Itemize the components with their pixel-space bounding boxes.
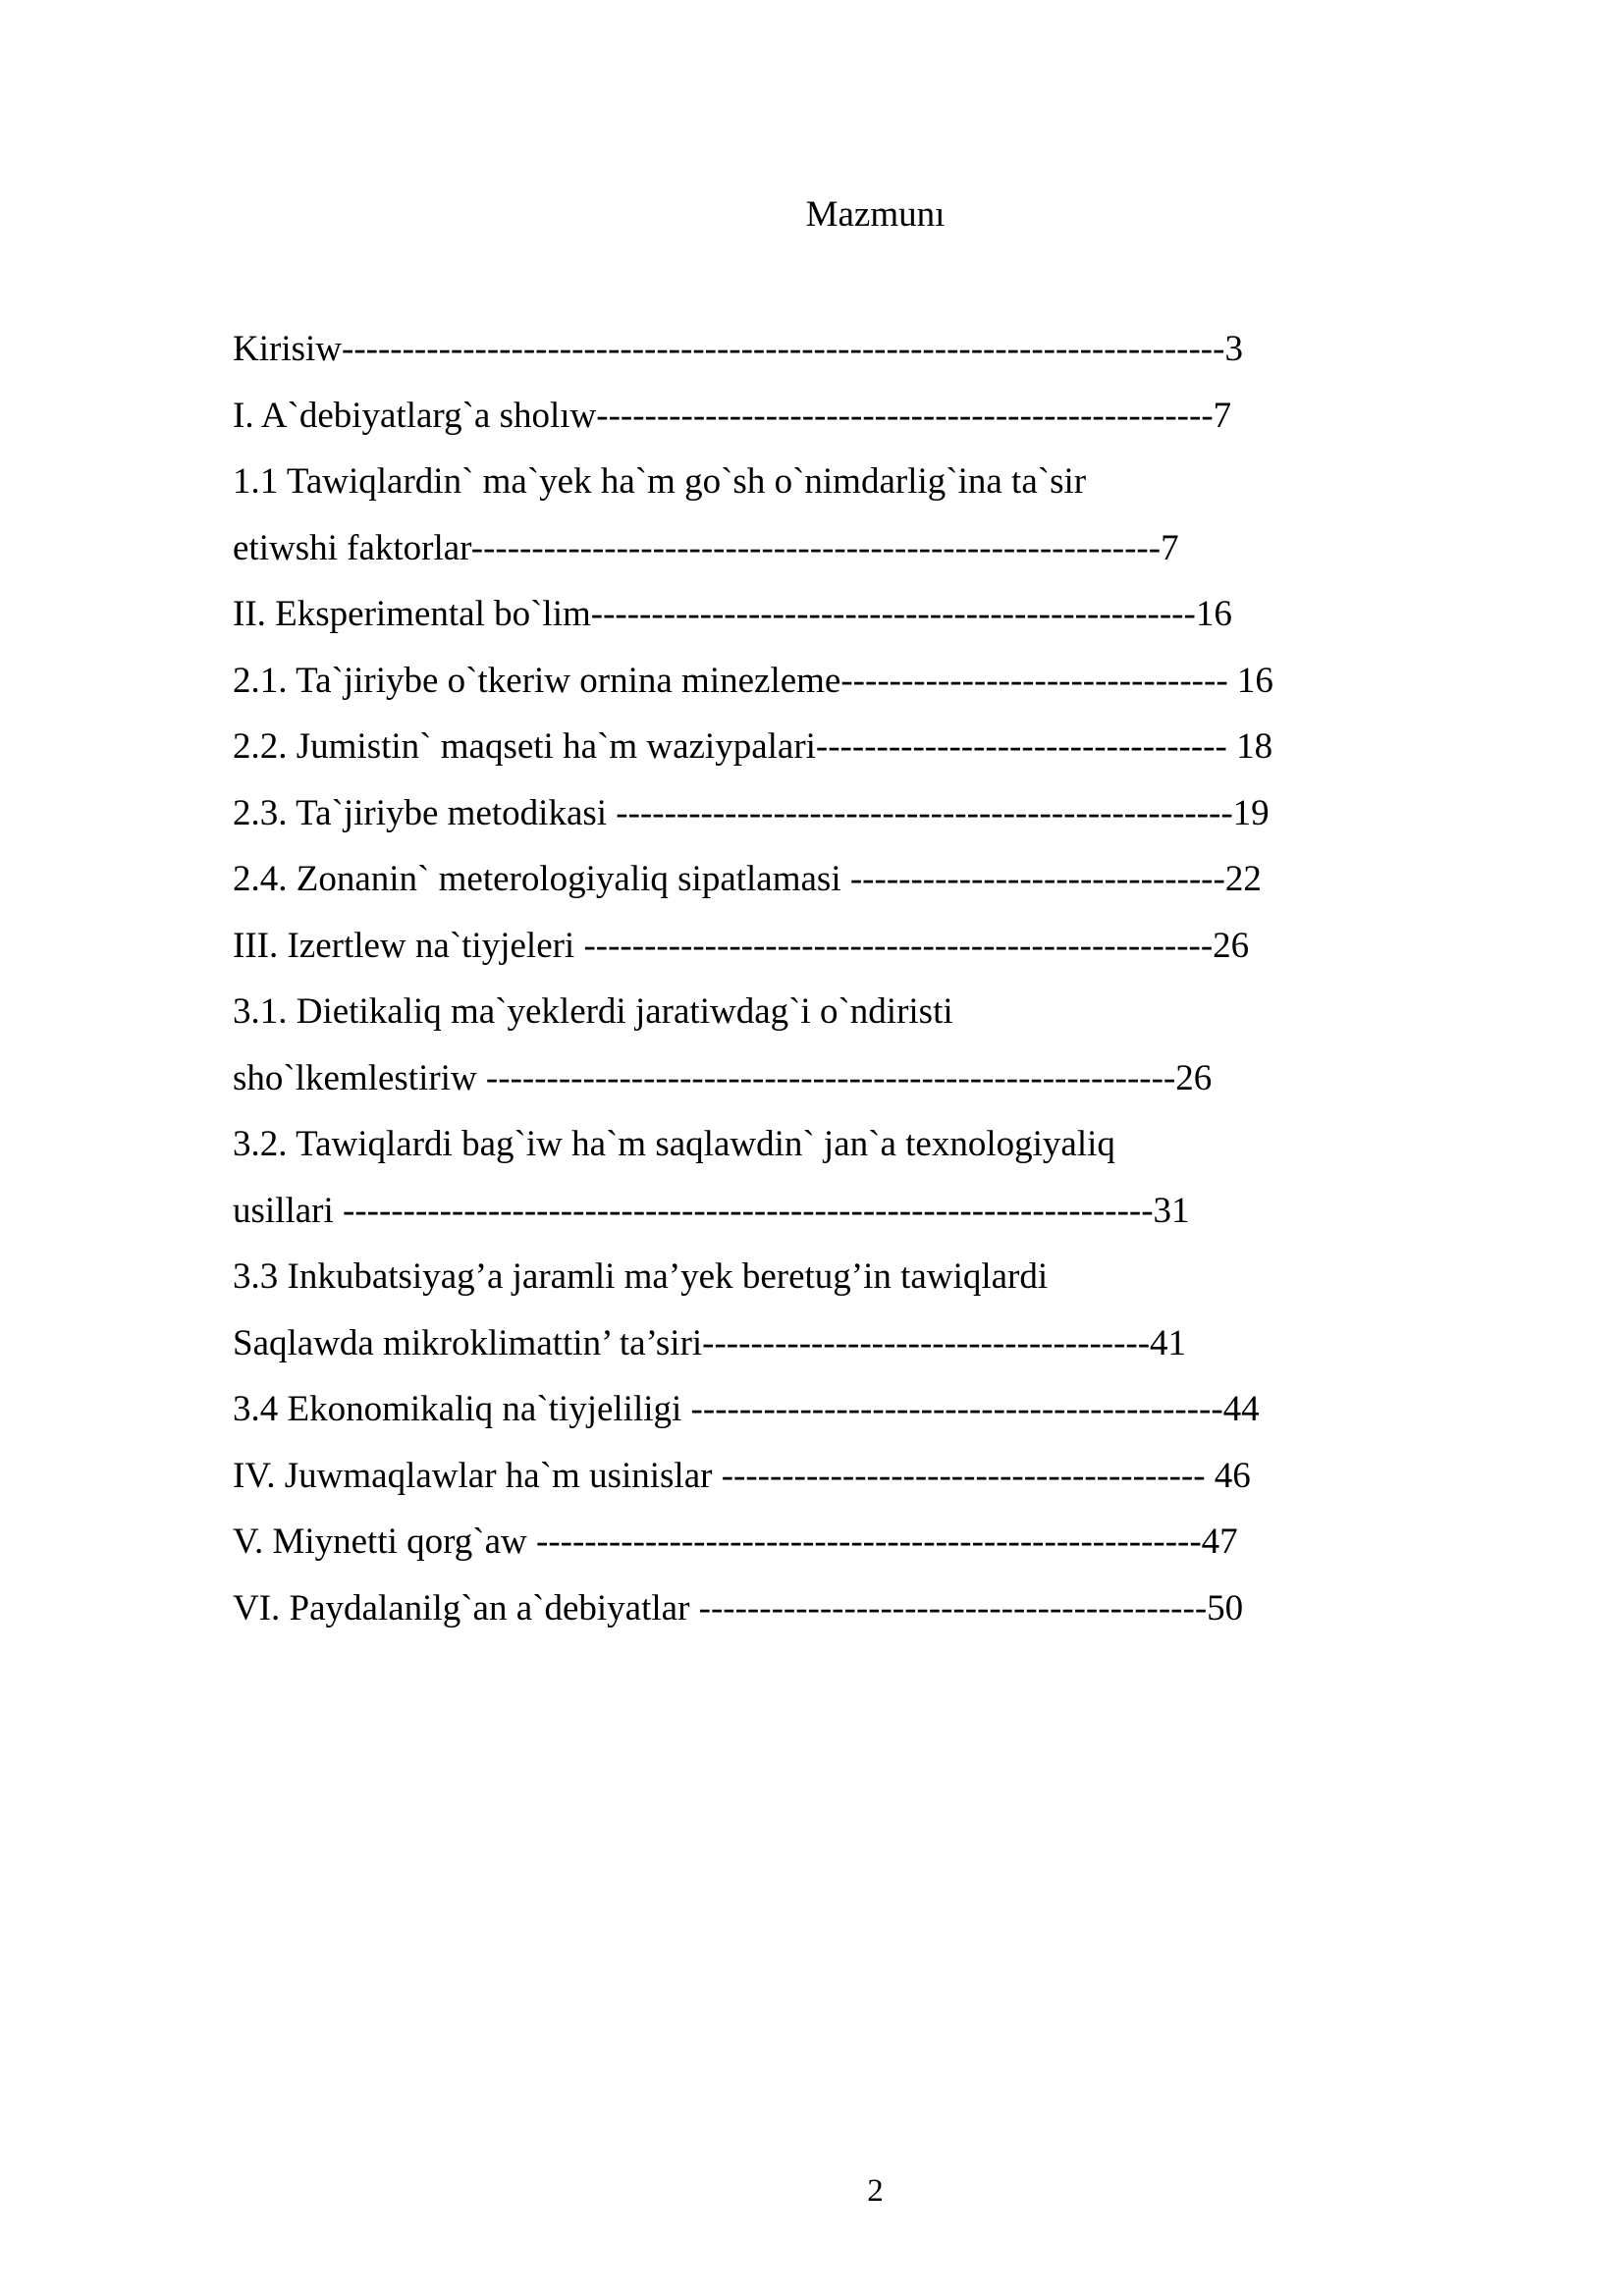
toc-entry-kirisiw: Kirisiw-------------------------------------------------------------------------3 <box>233 329 1243 369</box>
toc-entry-2-1: 2.1. Ta`jiriybe o`tkeriw ornina minezleme-------------------------------- 16 <box>233 660 1273 701</box>
toc-entry-chapter-2: II. Eksperimental bo`lim--------------------------------------------------16 <box>233 594 1232 634</box>
toc-entry-3-2-line-1: 3.2. Tawiqlardi bag`iw ha`m saqlawdin` jan`a texnologiyaliq <box>233 1124 1115 1164</box>
toc-entry-3-1-line-2: sho`lkemlestiriw ---------------------------------------------------------26 <box>233 1057 1213 1098</box>
toc-entry-chapter-1: I. A`debiyatlarg`a sholıw---------------------------------------------------7 <box>233 395 1232 436</box>
toc-entry-2-3: 2.3. Ta`jiriybe metodikasi ---------------------------------------------------19 <box>233 792 1270 833</box>
table-of-contents <box>233 324 1342 1649</box>
toc-entry-2-2: 2.2. Jumistin` maqseti ha`m waziypalari---------------------------------- 18 <box>233 726 1273 767</box>
toc-entry-1-1-line-2: etiwshi faktorlar---------------------------------------------------------7 <box>233 527 1179 568</box>
toc-entry-2-4: 2.4. Zonanin` meterologiyaliq sipatlamasi -------------------------------22 <box>233 859 1262 899</box>
toc-entry-chapter-6: VI. Paydalanilg`an a`debiyatlar ------------------------------------------50 <box>233 1587 1244 1629</box>
toc-entry-chapter-4: IV. Juwmaqlawlar ha`m usinislar ---------------------------------------- 46 <box>233 1455 1251 1496</box>
toc-entry-chapter-3: III. Izertlew na`tiyjeleri ----------------------------------------------------26 <box>233 925 1250 966</box>
toc-entry-3-1-line-1: 3.1. Dietikaliq ma`yeklerdi jaratiwdag`i o`ndiristi <box>233 991 953 1032</box>
toc-entry-3-2-line-2: usillari -------------------------------------------------------------------31 <box>233 1190 1190 1231</box>
toc-entry-3-3-line-2: Saqlawda mikroklimattin’ ta’siri-------------------------------------41 <box>233 1322 1187 1363</box>
document-title: Mazmunı <box>805 194 946 235</box>
page-number: 2 <box>867 2173 884 2209</box>
toc-entry-1-1-line-1: 1.1 Tawiqlardin` ma`yek ha`m go`sh o`nimdarlig`ina ta`sir <box>233 461 1087 502</box>
toc-entry-3-4: 3.4 Ekonomikaliq na`tiyjeliligi --------------------------------------------44 <box>233 1389 1260 1429</box>
toc-entry-chapter-5: V. Miynetti qorg`aw -------------------------------------------------------47 <box>233 1522 1238 1562</box>
toc-entry-3-3-line-1: 3.3 Inkubatsiyag’a jaramli ma’yek beretug’in tawiqlardi <box>233 1256 1049 1297</box>
